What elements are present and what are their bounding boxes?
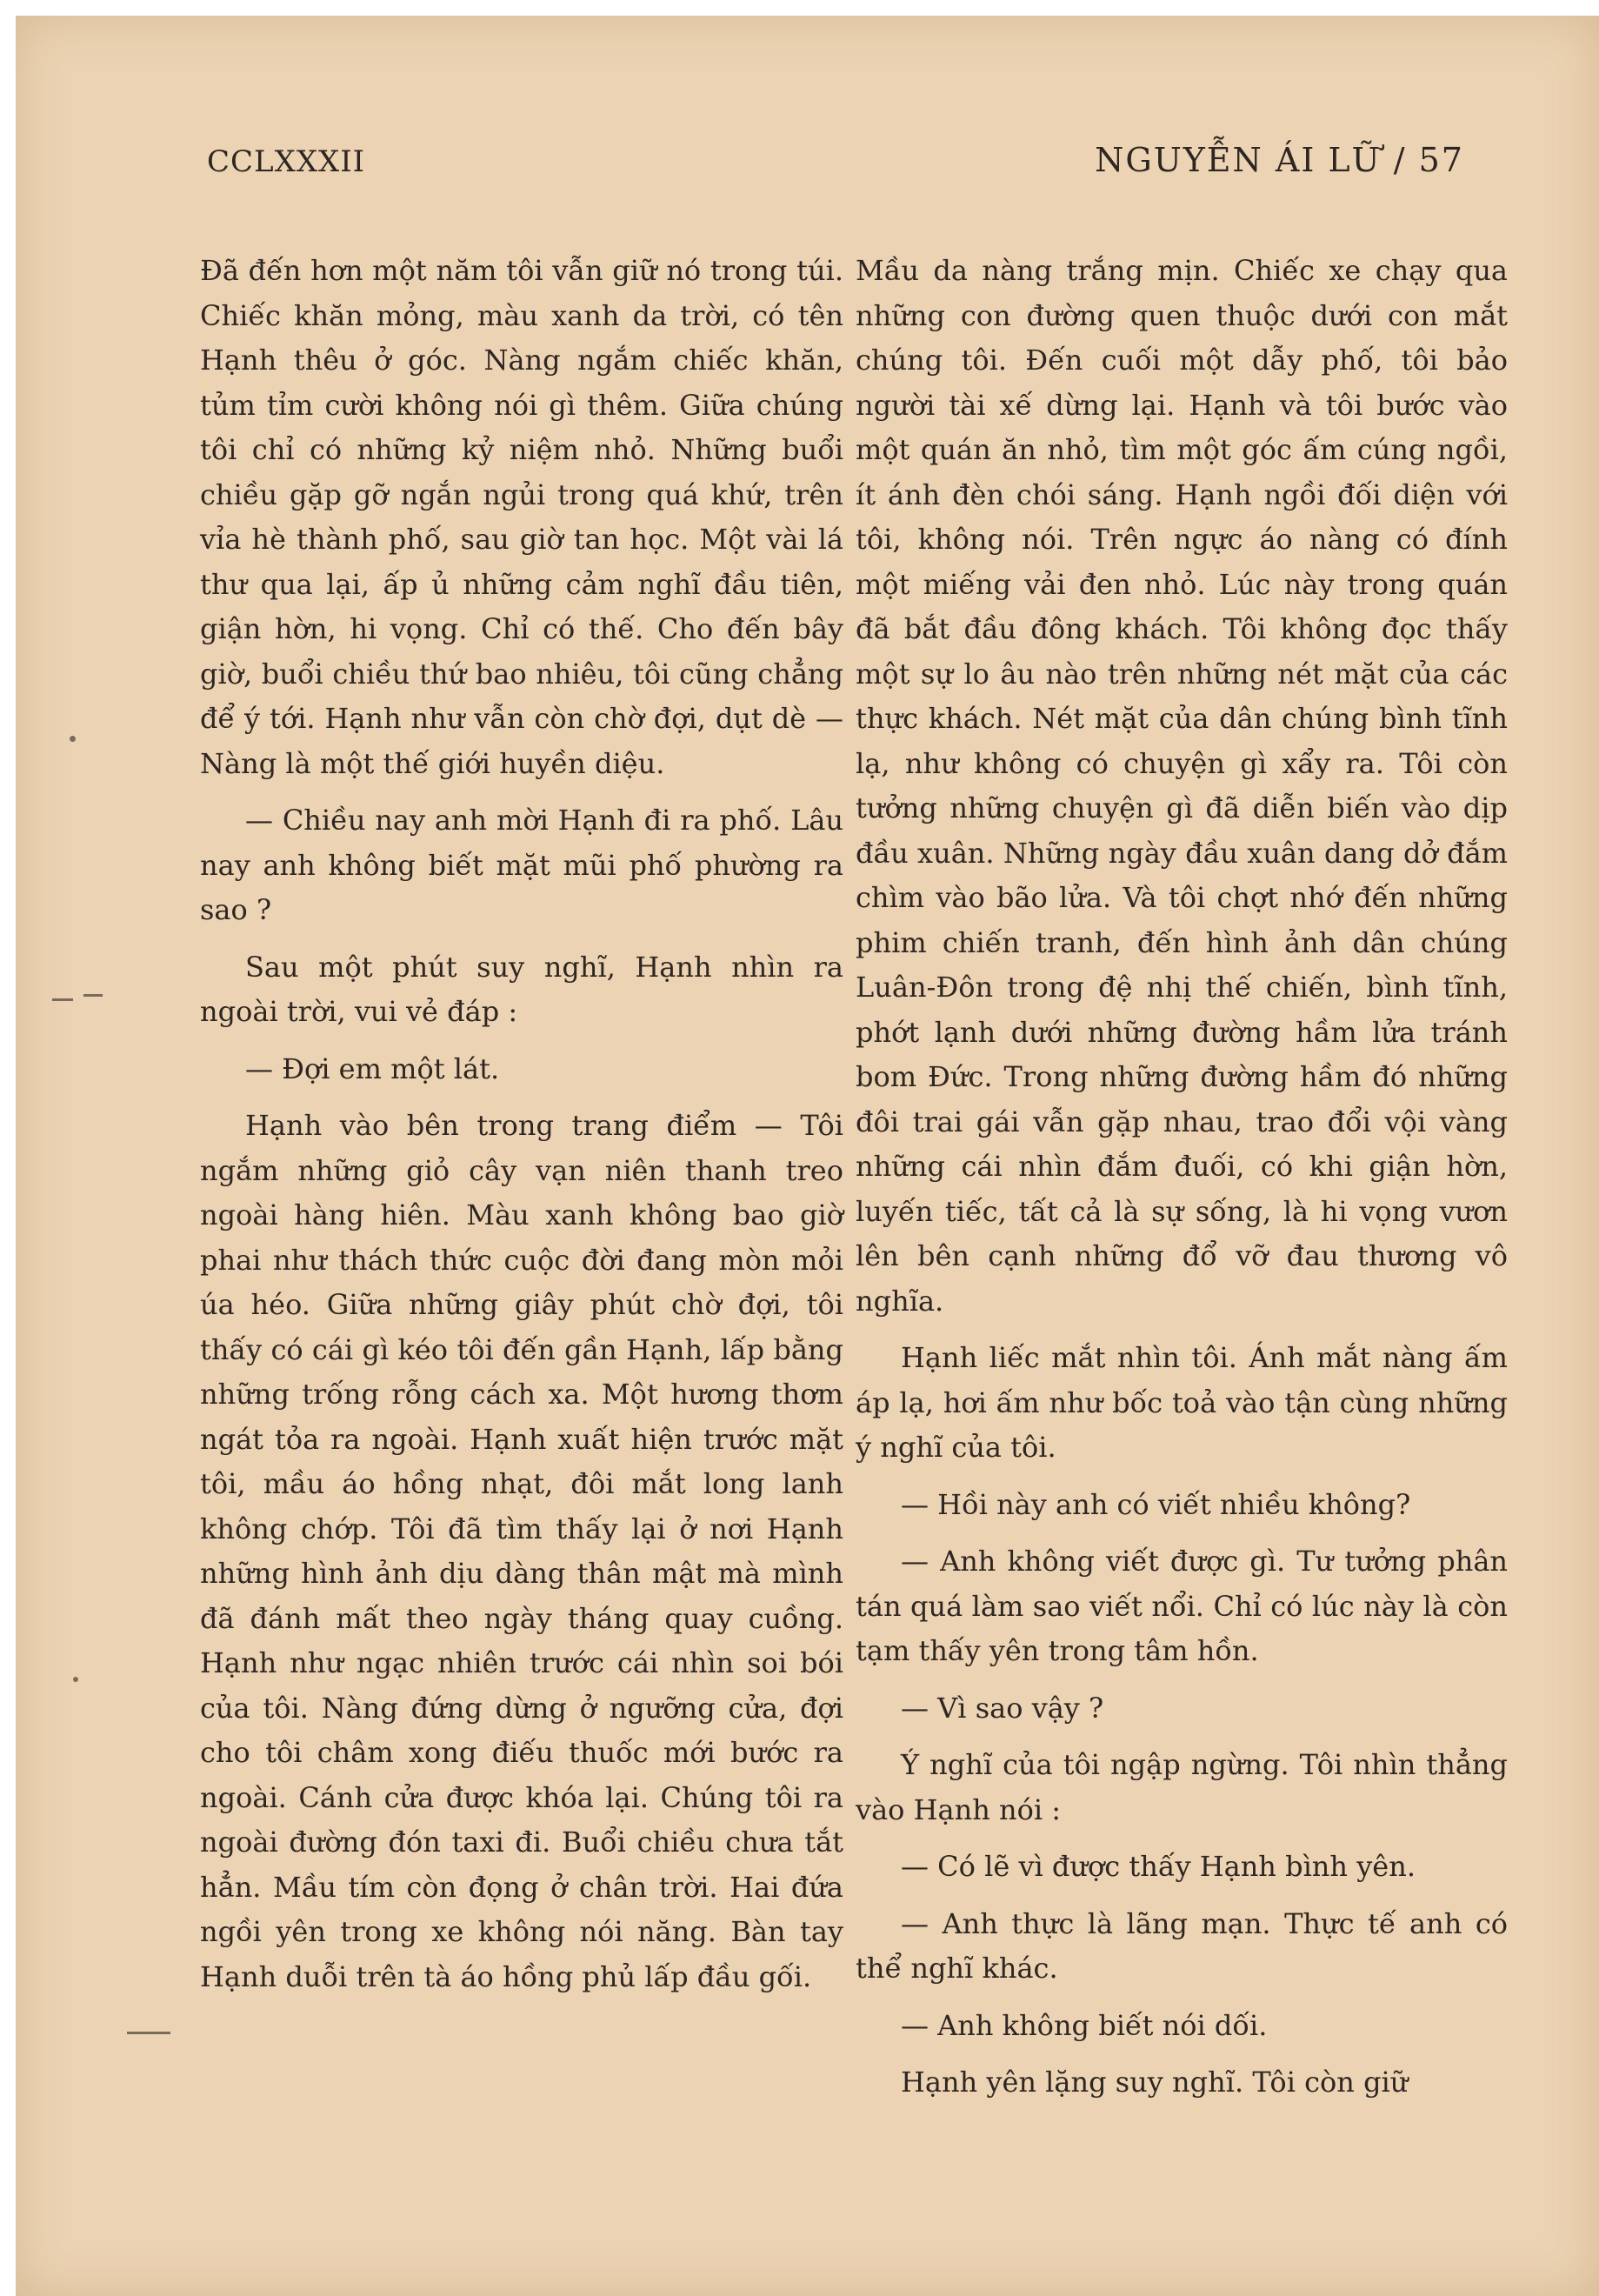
paragraph: — Chiều nay anh mời Hạnh đi ra phố. Lâu nay anh không biết mặt mũi phố phường ra sao ? <box>200 804 843 926</box>
book-page <box>16 16 1599 2296</box>
paragraph: — Anh thực là lãng mạn. Thực tế anh có thể nghĩ khác. <box>856 1906 1508 1985</box>
header-section-number: CCLXXXII <box>207 144 366 179</box>
paragraph: — Có lẽ vì được thấy Hạnh bình yên. <box>901 1850 1416 1883</box>
paragraph: Ý nghĩ của tôi ngập ngừng. Tôi nhìn thẳng vào Hạnh nói : <box>856 1748 1508 1826</box>
paragraph: Hạnh vào bên trong trang điểm — Tôi ngắm những giỏ cây vạn niên thanh treo ngoài hàng hiên. Màu xanh không bao giờ phai như thách thức cuộc đời đang mòn mỏi úa héo. Giữa những giây phút chờ đợi, tôi thấy có cái gì kéo tôi đến gần Hạnh, lấp bằng những trống rỗng cách xa. Một hương thơm ngát tỏa ra ngoài. Hạnh xuất hiện trước mặt tôi, mầu áo hồng nhạt, đôi mắt long lanh không chớp. Tôi đã tìm thấy lại ở nơi Hạnh những hình ảnh dịu dàng thân mật mà mình đã đánh mất theo ngày tháng quay cuồng. Hạnh như ngạc nhiên trước cái nhìn soi bói của tôi. Nàng đứng dừng ở ngưỡng cửa, đợi cho tôi châm xong điếu thuốc mới bước ra ngoài. Cánh cửa được khóa lại. Chúng tôi ra ngoài đường đón taxi đi. Buổi chiều chưa tắt hẳn. Mầu tím còn đọng ở chân trời. Hai đứa ngồi yên trong xe không nói năng. Bàn tay Hạnh duỗi trên tà áo hồng phủ lấp đầu gối. <box>200 1109 843 1993</box>
margin-mark <box>70 736 76 742</box>
left-column <box>200 249 843 1999</box>
margin-mark <box>127 2032 170 2034</box>
margin-mark <box>73 1677 78 1682</box>
paragraph: — Anh không biết nói dối. <box>901 2008 1268 2042</box>
paragraph: Hạnh yên lặng suy nghĩ. Tôi còn giữ <box>901 2066 1409 2099</box>
paragraph: — Hồi này anh có viết nhiều không? <box>901 1487 1411 1521</box>
paragraph: — Anh không viết được gì. Tư tưởng phân tán quá làm sao viết nổi. Chỉ có lúc này là còn tạm thấy yên trong tâm hồn. <box>856 1545 1508 1667</box>
right-column <box>856 249 1508 2106</box>
paragraph: — Vì sao vậy ? <box>901 1691 1104 1725</box>
page-header <box>198 127 1464 188</box>
margin-mark <box>83 994 103 997</box>
margin-mark <box>52 998 73 1001</box>
paragraph: Mầu da nàng trắng mịn. Chiếc xe chạy qua những con đường quen thuộc dưới con mắt chúng tôi. Đến cuối một dẫy phố, tôi bảo người tài xế dừng lại. Hạnh và tôi bước vào một quán ăn nhỏ, tìm một góc ấm cúng ngồi, ít ánh đèn chói sáng. Hạnh ngồi đối diện với tôi, không nói. Trên ngực áo nàng có đính một miếng vải đen nhỏ. Lúc này trong quán đã bắt đầu đông khách. Tôi không đọc thấy một sự lo âu nào trên những nét mặt của các thực khách. Nét mặt của dân chúng bình tĩnh lạ, như không có chuyện gì xẩy ra. Tôi còn tưởng những chuyện gì đã diễn biến vào dịp đầu xuân. Những ngày đầu xuân dang dở đắm chìm vào bão lửa. Và tôi chợt nhớ đến những phim chiến tranh, đến hình ảnh dân chúng Luân-Đôn trong đệ nhị thế chiến, bình tĩnh, phớt lạnh dưới những đường hầm lửa tránh bom Đức. Trong những đường hầm đó những đôi trai gái vẫn gặp nhau, trao đổi vội vàng những cái nhìn đắm đuối, có khi giận hờn, luyến tiếc, tất cả là sự sống, là hi vọng vươn lên bên cạnh những đổ vỡ đau thương vô nghĩa. <box>856 254 1508 1318</box>
paragraph: Đã đến hơn một năm tôi vẫn giữ nó trong túi. Chiếc khăn mỏng, màu xanh da trời, có tên Hạnh thêu ở góc. Nàng ngắm chiếc khăn, tủm tỉm cười không nói gì thêm. Giữa chúng tôi chỉ có những kỷ niệm nhỏ. Những buổi chiều gặp gỡ ngắn ngủi trong quá khứ, trên vỉa hè thành phố, sau giờ tan học. Một vài lá thư qua lại, ấp ủ những cảm nghĩ đầu tiên, giận hờn, hi vọng. Chỉ có thế. Cho đến bây giờ, buổi chiều thứ bao nhiêu, tôi cũng chẳng để ý tới. Hạnh như vẫn còn chờ đợi, dụt dè — Nàng là một thế giới huyền diệu. <box>200 254 843 780</box>
paragraph: Hạnh liếc mắt nhìn tôi. Ánh mắt nàng ấm áp lạ, hơi ấm như bốc toả vào tận cùng những ý nghĩ của tôi. <box>856 1341 1508 1464</box>
paragraph: — Đợi em một lát. <box>245 1051 500 1085</box>
header-author-page: NGUYỄN ÁI LỮ / 57 <box>1095 141 1464 179</box>
paragraph: Sau một phút suy nghĩ, Hạnh nhìn ra ngoài trời, vui vẻ đáp : <box>200 950 843 1028</box>
